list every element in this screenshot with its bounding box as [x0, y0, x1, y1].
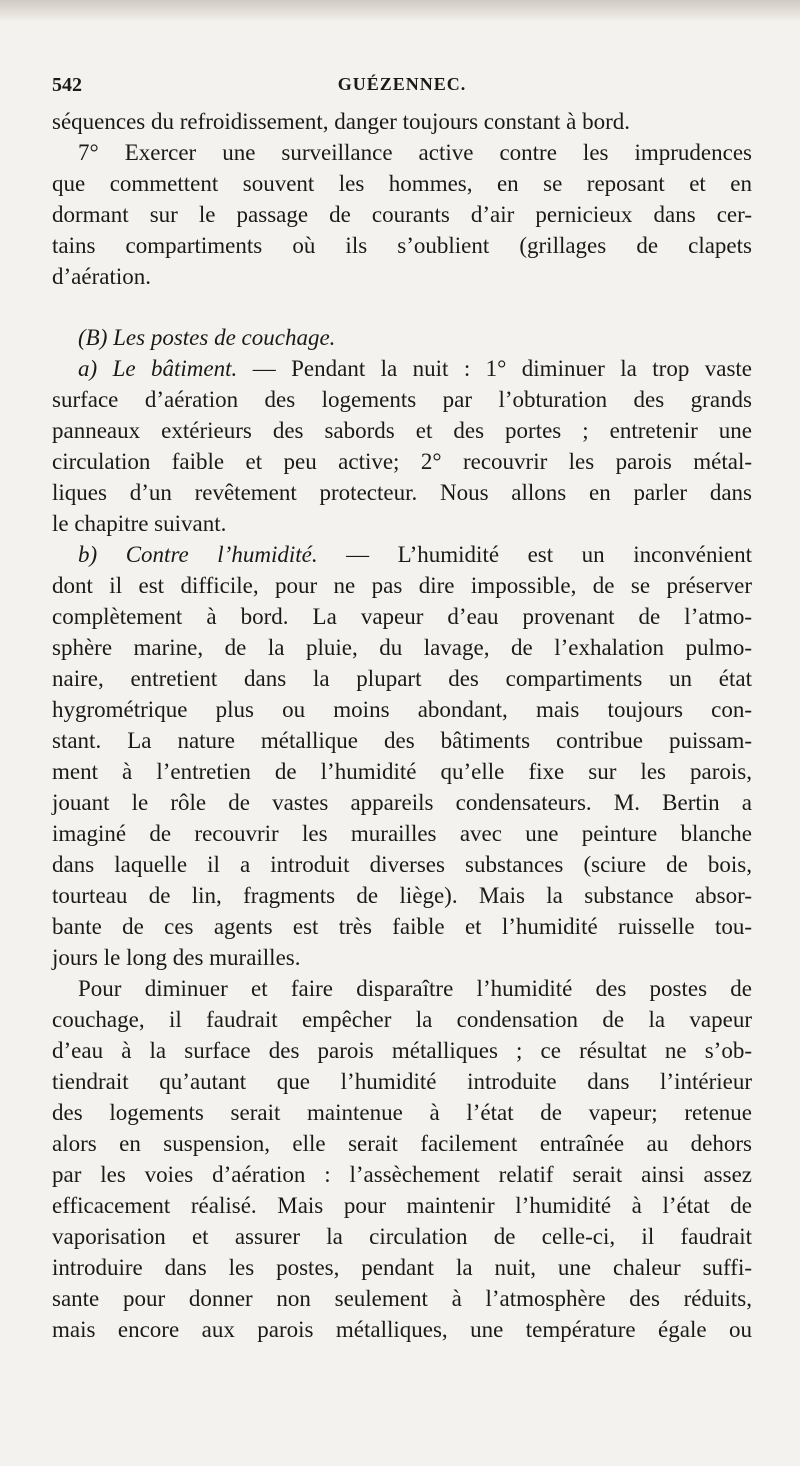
text-line: Pour diminuer et faire disparaître l’humidité des postes de — [78, 976, 752, 1001]
book-page — [52, 66, 752, 1345]
text-line: par les voies d’aération : l’assèchement relatif serait ainsi assez — [52, 1162, 752, 1187]
text-line: d’eau à la surface des parois métalliques ; ce résultat ne s’ob- — [52, 1038, 752, 1063]
section-spacer — [52, 292, 752, 322]
text-line: tains compartiments où ils s’oublient (grillages de clapets — [52, 233, 752, 258]
text-line: ment à l’entretien de l’humidité qu’elle fixe sur les parois, — [52, 759, 752, 784]
subsection-title: Le bâtiment. — [112, 356, 238, 381]
paragraph-batiment — [52, 353, 752, 539]
text-line: sante pour donner non seulement à l’atmosphère des réduits, — [52, 1286, 752, 1311]
text-line: dont il est difficile, pour ne pas dire impossible, de se préserver — [52, 573, 752, 598]
text-line: des logements serait maintenue à l’état de vapeur; retenue — [52, 1100, 752, 1125]
text-line: alors en suspension, elle serait facilement entraînée au dehors — [52, 1131, 752, 1156]
text-line: imaginé de recouvrir les murailles avec une peinture blanche — [52, 821, 752, 846]
running-head: GUÉZENNEC. — [337, 74, 467, 94]
paragraph-continuation — [52, 106, 752, 137]
subsection-label: a) — [78, 356, 98, 381]
scan-edge-shadow — [0, 0, 800, 22]
text-line: tiendrait qu’autant que l’humidité introduite dans l’intérieur — [52, 1069, 752, 1094]
text-line: tourteau de lin, fragments de liège). Mais la substance absor- — [52, 883, 752, 908]
subsection-label: b) — [78, 542, 98, 567]
text-line: couchage, il faudrait empêcher la condensation de la vapeur — [52, 1007, 752, 1032]
text-line: dormant sur le passage de courants d’air pernicieux dans cer- — [52, 202, 752, 227]
line-text: — L’humidité est un inconvénient — [317, 542, 753, 567]
paragraph-item-7 — [52, 137, 752, 292]
paragraph-condensation — [52, 973, 752, 1345]
section-title: Les postes de couchage. — [113, 325, 336, 350]
text-line: jouant le rôle de vastes appareils condensateurs. M. Bertin a — [52, 790, 752, 815]
text-line: jours le long des murailles. — [52, 945, 301, 970]
text-line: 7° Exercer une surveillance active contre les imprudences — [78, 140, 752, 165]
text-line: efficacement réalisé. Mais pour maintenir l’humidité à l’état de — [52, 1193, 752, 1218]
text-line: stant. La nature métallique des bâtiments contribue puissam- — [52, 728, 752, 753]
text-line — [52, 539, 752, 570]
text-line: le chapitre suivant. — [52, 511, 227, 536]
text-line: surface d’aération des logements par l’obturation des grands — [52, 387, 752, 412]
text-line: mais encore aux parois métalliques, une température égale ou — [52, 1317, 752, 1342]
text-line: complètement à bord. La vapeur d’eau provenant de l’atmo- — [52, 604, 752, 629]
paragraph-humidite — [52, 539, 752, 973]
text-line: hygrométrique plus ou moins abondant, mais toujours con- — [52, 697, 752, 722]
text-line: que commettent souvent les hommes, en se reposant et en — [52, 171, 752, 196]
text-line: introduire dans les postes, pendant la nuit, une chaleur suffi- — [52, 1255, 752, 1280]
text-line — [52, 353, 752, 384]
text-line: naire, entretient dans la plupart des compartiments un état — [52, 666, 752, 691]
text-line: circulation faible et peu active; 2° recouvrir les parois métal- — [52, 449, 752, 474]
text-line: vaporisation et assurer la circulation de celle-ci, il faudrait — [52, 1224, 752, 1249]
section-label: (B) — [78, 325, 108, 350]
line-text: — Pendant la nuit : 1° diminuer la trop vaste — [237, 356, 752, 381]
page-number: 542 — [52, 74, 82, 96]
text-line: liques d’un revêtement protecteur. Nous allons en parler dans — [52, 480, 752, 505]
text-line: sphère marine, de la pluie, du lavage, de l’exhalation pulmo- — [52, 635, 752, 660]
text-line: dans laquelle il a introduit diverses substances (sciure de bois, — [52, 852, 752, 877]
subsection-title: Contre l’humidité. — [125, 542, 318, 567]
section-heading — [52, 322, 752, 353]
text-line: d’aération. — [52, 264, 151, 289]
page-header — [52, 66, 752, 106]
text-line: bante de ces agents est très faible et l’humidité ruisselle tou- — [52, 914, 752, 939]
text-line: panneaux extérieurs des sabords et des portes ; entretenir une — [52, 418, 752, 443]
text-line: séquences du refroidissement, danger toujours constant à bord. — [52, 109, 631, 134]
